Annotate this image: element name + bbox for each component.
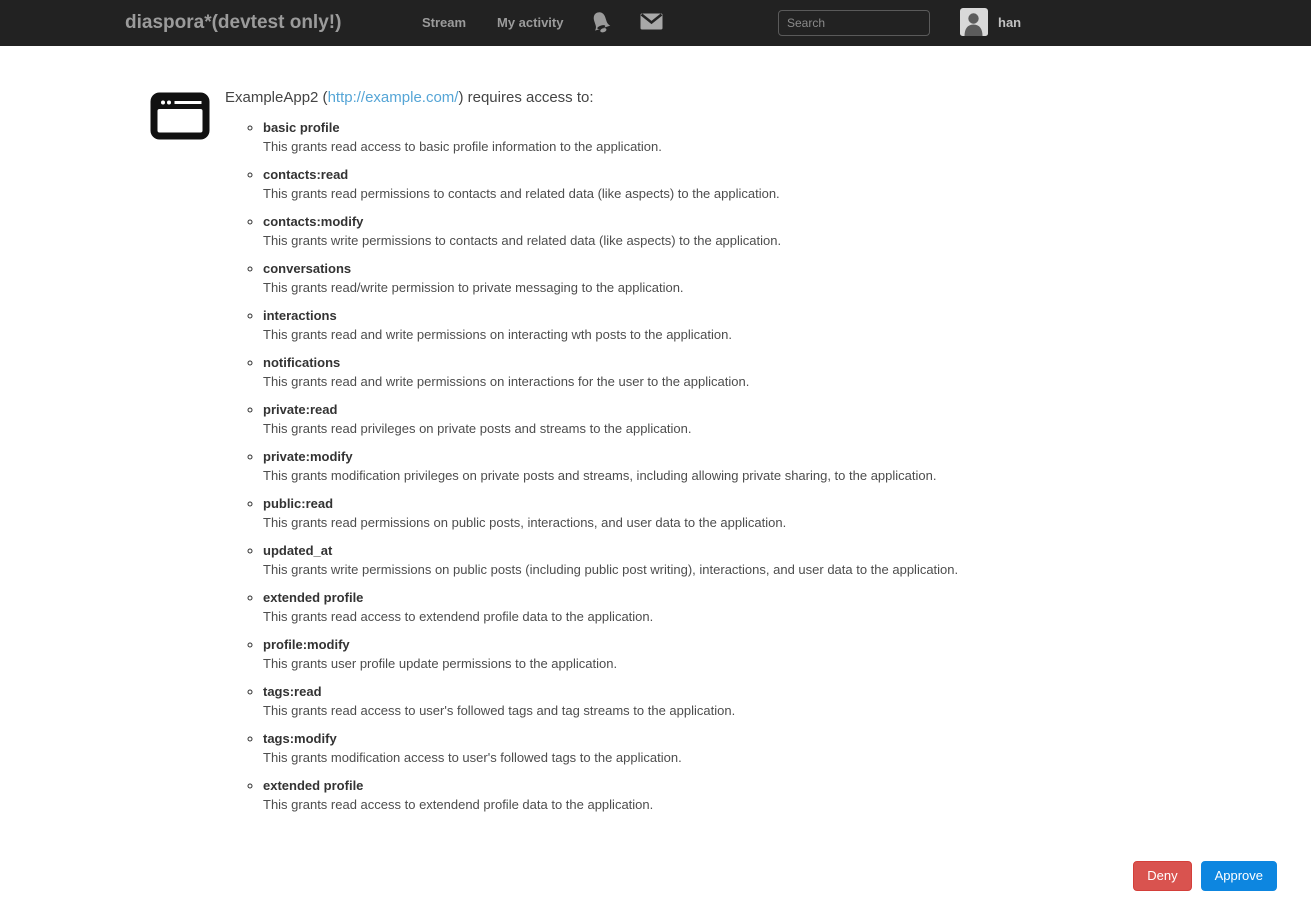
scope-title: ◦ tags:modify	[263, 731, 337, 746]
scope-description: This grants read/write permission to private messaging to the application.	[263, 279, 684, 295]
scope-list-item	[263, 260, 1311, 297]
scope-description: This grants read access to user's followed tags and tag streams to the application.	[263, 702, 736, 718]
scope-description: This grants read access to basic profile information to the application.	[263, 138, 662, 154]
scope-list-item	[263, 354, 1311, 391]
scope-description: This grants read and write permissions on interacting wth posts to the application.	[263, 326, 732, 342]
top-navbar	[0, 0, 1311, 46]
page-title	[225, 88, 1311, 108]
scope-title: ◦ contacts:read	[263, 167, 349, 182]
scope-title: ◦ basic profile	[263, 120, 340, 135]
action-buttons	[225, 861, 1277, 891]
scope-list-item	[263, 166, 1311, 203]
scope-description: This grants read and write permissions on interactions for the user to the application.	[263, 373, 750, 389]
scope-title: ◦ notifications	[263, 355, 341, 370]
scope-list-item	[263, 495, 1311, 532]
scope-list	[225, 119, 1311, 814]
scope-description: This grants read access to extendend profile data to the application.	[263, 796, 654, 812]
app-url-link[interactable]: http://example.com/	[327, 89, 459, 106]
scope-title: ◦ extended profile	[263, 778, 364, 793]
scope-list-item	[263, 730, 1311, 767]
scope-title: ◦ extended profile	[263, 590, 364, 605]
scope-list-item	[263, 636, 1311, 673]
scope-description: This grants user profile update permissions to the application.	[263, 655, 618, 671]
scope-title: ◦ interactions	[263, 308, 337, 323]
scope-title: ◦ public:read	[263, 496, 334, 511]
conversations-envelope-icon[interactable]	[640, 13, 663, 35]
scope-description: This grants write permissions to contacts and related data (like aspects) to the application.	[263, 232, 782, 248]
scope-title: ◦ profile:modify	[263, 637, 350, 652]
scope-list-item	[263, 448, 1311, 485]
scope-list-item	[263, 213, 1311, 250]
nav-link-my-activity[interactable]: My activity	[497, 15, 564, 30]
scope-list-item	[263, 589, 1311, 626]
search-input[interactable]	[778, 10, 930, 36]
scope-description: This grants write permissions on public posts (including public post writing), interactions, and user data to the application.	[263, 561, 959, 577]
app-name-text: ExampleApp2 (	[225, 89, 328, 106]
scope-title: ◦ contacts:modify	[263, 214, 364, 229]
scope-list-item	[263, 683, 1311, 720]
username-label[interactable]: han	[998, 15, 1022, 30]
scope-description: This grants read access to extendend profile data to the application.	[263, 608, 654, 624]
scope-list-item	[263, 542, 1311, 579]
authorization-panel	[225, 88, 1311, 891]
scope-title: ◦ private:modify	[263, 449, 353, 464]
scope-list-item	[263, 777, 1311, 814]
user-avatar[interactable]	[960, 8, 988, 41]
scope-list-item	[263, 401, 1311, 438]
approve-button[interactable]: Approve	[1201, 861, 1277, 891]
scope-list-item	[263, 119, 1311, 156]
nav-link-stream[interactable]: Stream	[422, 15, 467, 30]
scope-description: This grants read permissions on public posts, interactions, and user data to the application.	[263, 514, 787, 530]
scope-title: ◦ updated_at	[263, 543, 333, 558]
requires-access-text: ) requires access to:	[458, 89, 594, 106]
scope-title: ◦ private:read	[263, 402, 338, 417]
notifications-bell-icon[interactable]	[588, 9, 614, 42]
browser-window-icon	[150, 92, 210, 145]
brand-logo[interactable]: diaspora*(devtest only!)	[125, 12, 342, 33]
scope-title: ◦ tags:read	[263, 684, 322, 699]
scope-title: ◦ conversations	[263, 261, 352, 276]
scope-description: This grants read permissions to contacts and related data (like aspects) to the application.	[263, 185, 780, 201]
scope-list-item	[263, 307, 1311, 344]
scope-description: This grants read privileges on private posts and streams to the application.	[263, 420, 692, 436]
deny-button[interactable]: Deny	[1133, 861, 1191, 891]
scope-description: This grants modification access to user's followed tags to the application.	[263, 749, 682, 765]
scope-description: This grants modification privileges on private posts and streams, including allowing private sharing, to the application.	[263, 467, 937, 483]
